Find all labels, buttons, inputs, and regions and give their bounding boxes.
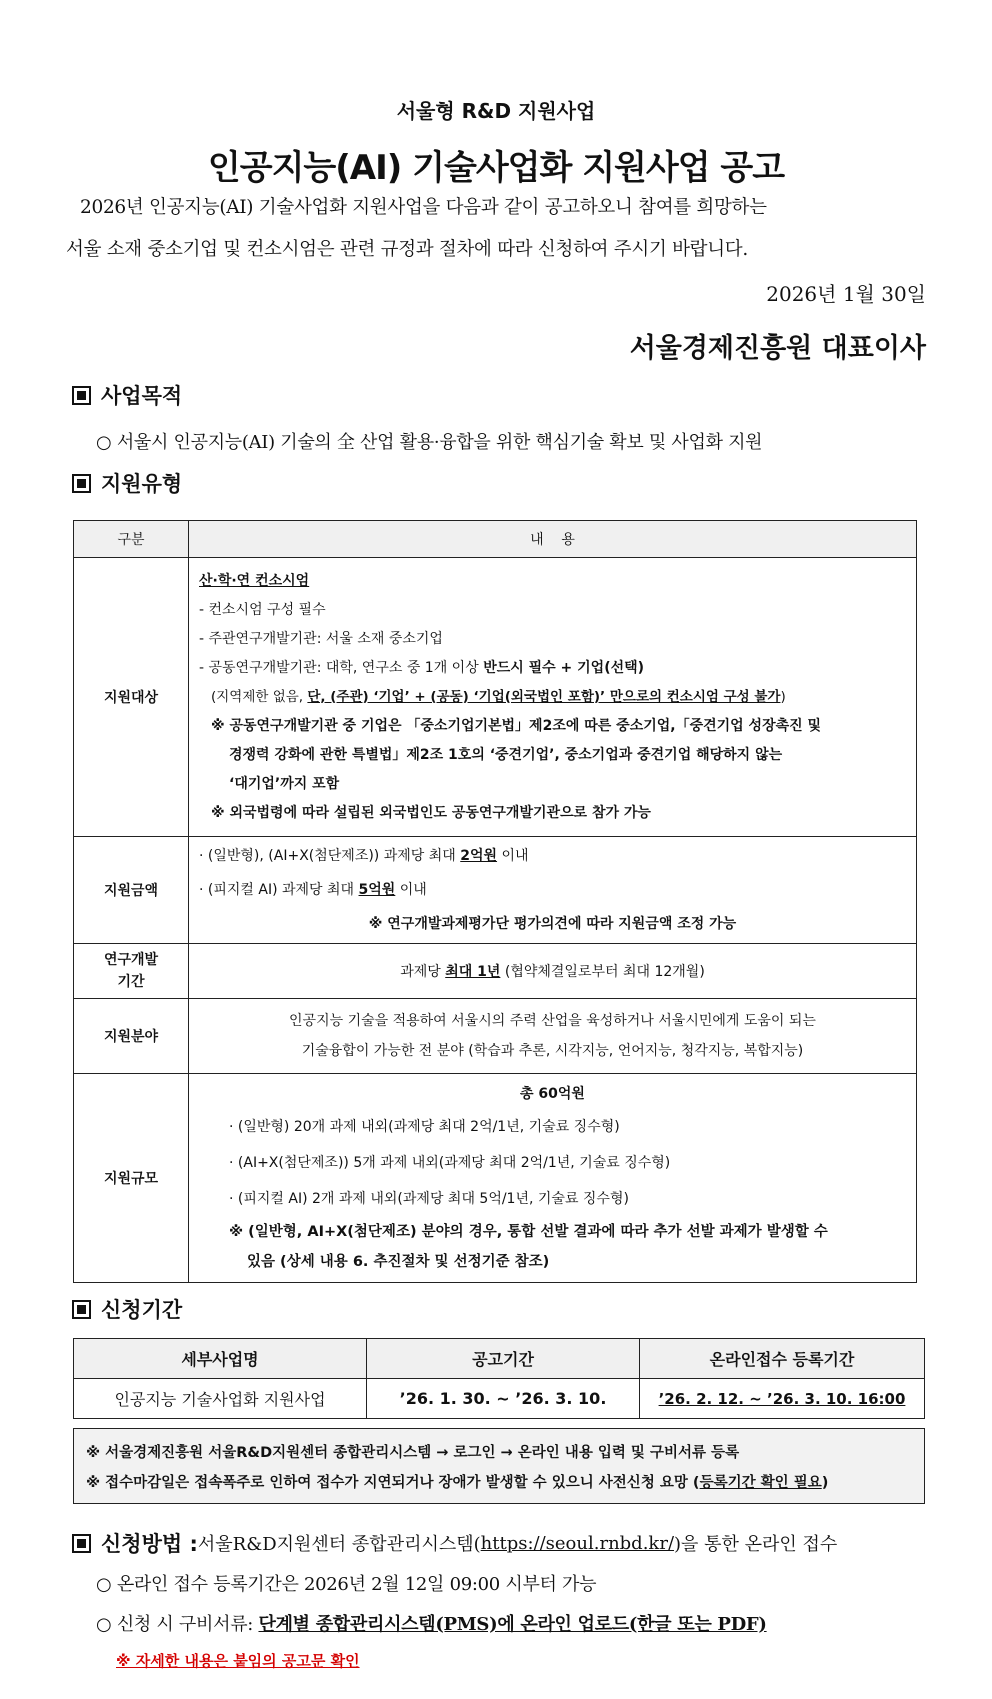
row-label: 지원분야 [74,999,189,1074]
cell-note: ※ 외국법령에 따라 설립된 외국법인도 공동연구개발기관으로 참가 가능 [211,804,651,821]
cell-text: 과제당 최대 1년 (협약체결일로부터 최대 12개월) [189,944,917,999]
system-url-link[interactable]: https://seoul.rnbd.kr/ [480,1532,675,1554]
table-header-row [74,1339,925,1379]
cell-text: - 주관연구개발기관: 서울 소재 중소기업 [199,630,443,647]
cell-text: · (일반형), (AI+X(첨단제조)) 과제당 최대 2억원 이내 [199,848,529,864]
cell-text: 인공지능 기술을 적용하여 서울시의 주력 산업을 육성하거나 서울시민에게 도움이 되는 [289,1013,816,1029]
announcement-date: 2026년 1월 30일 [766,282,926,306]
method-note: ※ 자세한 내용은 붙임의 공고문 확인 [116,1652,360,1670]
cell-text: (지역제한 없음, 단, (주관) ‘기업’ + (공동) ‘기업(외국법인 포함)’ 만으로의 컨소시엄 구성 불가) [211,688,786,705]
col-header: 내 용 [189,521,917,558]
announcement-title: 인공지능(AI) 기술사업화 지원사업 공고 [207,148,785,188]
row-label: 연구개발 기간 [74,944,189,999]
notice-line: ※ 접수마감일은 접속폭주로 인하여 접수가 지연되거나 장애가 발생할 수 있으니 사전신청 요망 (등록기간 확인 필요) [86,1475,829,1491]
table-row [74,837,917,944]
section-heading: 지원유형 [101,472,183,496]
cell-note: 있음 (상세 내용 6. 추진절차 및 선정기준 참조) [247,1254,550,1270]
section-support-type [72,468,182,498]
cell-text: 기술융합이 가능한 전 분야 (학습과 추론, 시각지능, 언어지능, 청각지능, 복합지능) [301,1043,804,1059]
square-bullet-icon [72,386,91,405]
cell-text: · (피지컬 AI) 2개 과제 내외(과제당 최대 5억/1년, 기술료 징수형) [229,1191,629,1207]
table-row [74,999,917,1074]
notice-box [73,1428,925,1504]
section-heading: 사업목적 [101,384,183,408]
cell-text: 총 60억원 [520,1086,585,1102]
cell-text: 산·학·연 컨소시엄 [199,572,310,589]
row-label: 지원대상 [74,558,189,837]
square-bullet-icon [72,1300,91,1319]
table-cell: 인공지능 기술사업화 지원사업 [74,1379,367,1419]
cell-note: 경쟁력 강화에 관한 특별법」제2조 1호의 ‘중견기업’, 중소기업과 중견기업 해당하지 않는 [229,746,783,763]
cell-note: ‘대기업’까지 포함 [229,775,340,792]
section-method: 신청방법 : 서울R&D지원센터 종합관리시스템( https://seoul.rnbd.kr/ )을 통한 온라인 접수 [72,1528,837,1558]
section-period [72,1294,182,1324]
cell-text: - 컨소시엄 구성 필수 [199,601,326,618]
square-bullet-icon [72,1534,91,1553]
col-header: 구분 [74,521,189,558]
table-row [74,1074,917,1283]
table-row [74,944,917,999]
cell-text: · (일반형) 20개 과제 내외(과제당 최대 2억/1년, 기술료 징수형) [229,1119,620,1135]
table-row [74,558,917,837]
cell-note: ※ 연구개발과제평가단 평가의견에 따라 지원금액 조정 가능 [368,916,737,932]
section-heading: 신청방법 : [101,1532,198,1556]
row-label: 지원규모 [74,1074,189,1283]
purpose-text: ○ 서울시 인공지능(AI) 기술의 全 산업 활용·융합을 위한 핵심기술 확보 및 사업화 지원 [96,432,763,453]
notice-line: ※ 서울경제진흥원 서울R&D지원센터 종합관리시스템 → 로그인 → 온라인 내용 입력 및 구비서류 등록 [86,1445,740,1461]
col-header: 공고기간 [367,1339,640,1379]
section-heading: 신청기간 [101,1298,183,1322]
cell-text: - 공동연구개발기관: 대학, 연구소 중 1개 이상 반드시 필수 + 기업(선택) [199,659,645,676]
period-table [73,1338,925,1419]
issuer: 서울경제진흥원 대표이사 [629,333,926,364]
announcement-subtitle: 서울형 R&D 지원사업 [396,99,596,123]
support-type-table [73,520,917,1283]
row-label: 지원금액 [74,837,189,944]
square-bullet-icon [72,474,91,493]
section-purpose [72,380,182,410]
table-cell: ’26. 1. 30. ~ ’26. 3. 10. [367,1379,640,1419]
method-line-1: ○ 온라인 접수 등록기간은 2026년 2월 12일 09:00 시부터 가능 [96,1574,597,1595]
intro-line-2: 서울 소재 중소기업 및 컨소시엄은 관련 규정과 절차에 따라 신청하여 주시기 바랍니다. [66,239,748,260]
col-header: 세부사업명 [74,1339,367,1379]
col-header: 온라인접수 등록기간 [640,1339,925,1379]
table-row [74,1379,925,1419]
method-line-2: ○ 신청 시 구비서류: 단계별 종합관리시스템(PMS)에 온라인 업로드(한글 또는 PDF) [96,1614,767,1635]
table-cell: ’26. 2. 12. ~ ’26. 3. 10. 16:00 [640,1379,925,1419]
cell-note: ※ (일반형, AI+X(첨단제조) 분야의 경우, 통합 선발 결과에 따라 추가 선발 과제가 발생할 수 [229,1224,828,1240]
intro-line-1: 2026년 인공지능(AI) 기술사업화 지원사업을 다음과 같이 공고하오니 참여를 희망하는 [80,197,767,218]
cell-note: ※ 공동연구개발기관 중 기업은 「중소기업기본법」제2조에 따른 중소기업,「중견기업 성장촉진 및 [211,717,822,734]
cell-text: · (AI+X(첨단제조)) 5개 과제 내외(과제당 최대 2억/1년, 기술료 징수형) [229,1155,671,1171]
cell-text: · (피지컬 AI) 과제당 최대 5억원 이내 [199,882,427,898]
